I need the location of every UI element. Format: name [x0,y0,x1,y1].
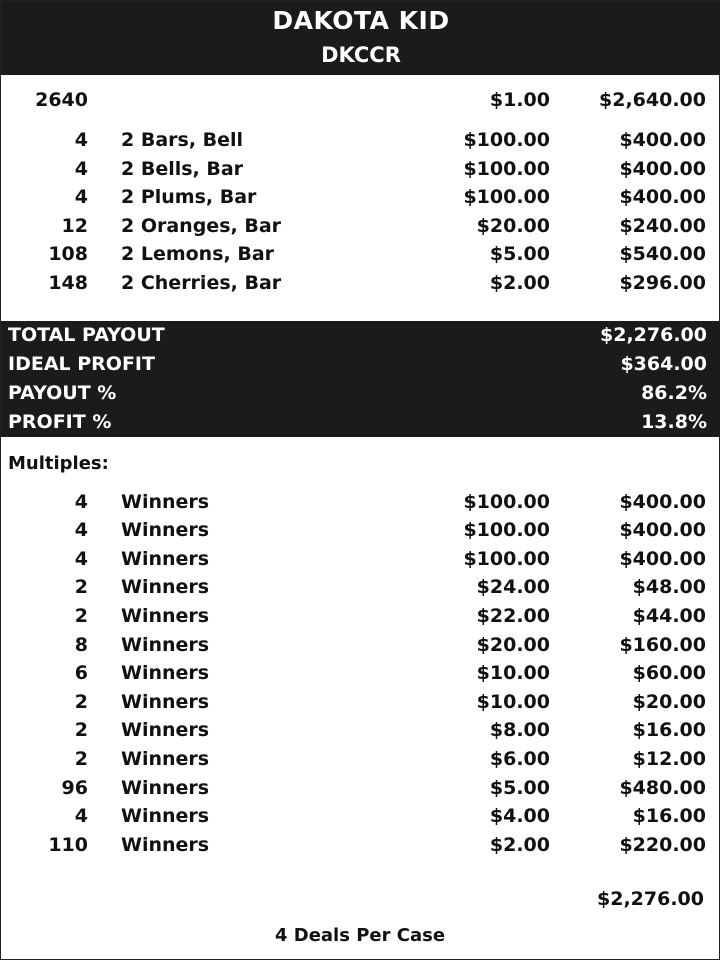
summary-value: $364.00 [620,353,707,375]
row-qty: 2 [74,719,88,741]
row-desc: 2 Plums, Bar [121,186,257,208]
row-price: $100.00 [463,158,550,180]
table-row [1,269,720,297]
row-price: $100.00 [463,519,550,541]
row-price: $2.00 [489,272,550,294]
table-row [1,488,720,516]
row-price: $8.00 [489,719,550,741]
row-desc: Winners [121,719,210,741]
table-row [1,745,720,773]
table-row [1,602,720,630]
row-price: $4.00 [489,805,550,827]
header-banner [1,1,720,75]
row-total: $240.00 [619,215,706,237]
table-row [1,573,720,601]
row-desc: Winners [121,748,210,770]
row-total: $16.00 [632,805,706,827]
row-price: $20.00 [476,215,550,237]
ticket-count-row [1,86,720,114]
summary-payout-percent [1,379,720,408]
row-total: $400.00 [619,158,706,180]
table-row [1,716,720,744]
row-total: $400.00 [619,548,706,570]
row-qty: 2 [74,576,88,598]
row-desc: Winners [121,805,210,827]
row-qty: 148 [48,272,88,294]
row-price: $100.00 [463,548,550,570]
table-row [1,774,720,802]
summary-value: $2,276.00 [600,324,707,346]
row-price: $22.00 [476,605,550,627]
table-row [1,659,720,687]
row-total: $296.00 [619,272,706,294]
summary-label: PROFIT % [8,411,112,433]
row-qty: 2 [74,691,88,713]
row-total: $44.00 [632,605,706,627]
summary-total-payout [1,321,720,350]
game-code: DKCCR [321,43,401,67]
row-qty: 6 [74,662,88,684]
row-qty: 110 [48,834,88,856]
row-desc: 2 Oranges, Bar [121,215,282,237]
row-desc: Winners [121,691,210,713]
row-desc: 2 Bells, Bar [121,158,244,180]
row-total: $48.00 [632,576,706,598]
table-row [1,155,720,183]
row-price: $2.00 [489,834,550,856]
row-desc: Winners [121,777,210,799]
row-qty: 8 [74,634,88,656]
row-desc: 2 Lemons, Bar [121,243,275,265]
row-total: $60.00 [632,662,706,684]
multiples-heading: Multiples: [8,453,109,474]
summary-label: TOTAL PAYOUT [8,324,165,346]
row-total: $20.00 [632,691,706,713]
table-row [1,802,720,830]
row-price: $24.00 [476,576,550,598]
row-total: $540.00 [619,243,706,265]
summary-panel [1,321,720,437]
summary-label: PAYOUT % [8,382,117,404]
table-row [1,631,720,659]
row-price: $100.00 [463,129,550,151]
row-qty: 4 [74,129,88,151]
row-desc: Winners [121,605,210,627]
row-desc: Winners [121,548,210,570]
row-price: $5.00 [489,777,550,799]
summary-profit-percent [1,408,720,437]
row-qty: 4 [74,805,88,827]
summary-value: 13.8% [641,411,707,433]
row-price: $10.00 [476,691,550,713]
table-row [1,126,720,154]
row-desc: 2 Bars, Bell [121,129,244,151]
row-qty: 4 [74,491,88,513]
row-total: $220.00 [619,834,706,856]
deals-per-case: 4 Deals Per Case [274,925,446,946]
row-qty: 4 [74,519,88,541]
row-total: $400.00 [619,129,706,151]
row-desc: Winners [121,491,210,513]
table-row [1,831,720,859]
row-total: $400.00 [619,519,706,541]
table-row [1,516,720,544]
row-desc: Winners [121,519,210,541]
row-qty: 2 [74,748,88,770]
summary-ideal-profit [1,350,720,379]
row-total: $480.00 [619,777,706,799]
summary-value: 86.2% [641,382,707,404]
table-row [1,688,720,716]
row-total: $12.00 [632,748,706,770]
table-row [1,240,720,268]
row-total: $2,640.00 [599,89,706,111]
row-price: $1.00 [489,89,550,111]
grand-total: $2,276.00 [597,888,704,910]
row-price: $100.00 [463,186,550,208]
row-total: $160.00 [619,634,706,656]
row-qty: 2640 [35,89,88,111]
row-total: $400.00 [619,491,706,513]
row-qty: 4 [74,186,88,208]
row-qty: 4 [74,548,88,570]
row-desc: Winners [121,634,210,656]
row-qty: 12 [61,215,88,237]
row-qty: 108 [48,243,88,265]
row-qty: 4 [74,158,88,180]
row-total: $400.00 [619,186,706,208]
row-price: $100.00 [463,491,550,513]
row-price: $10.00 [476,662,550,684]
row-desc: Winners [121,834,210,856]
table-row [1,212,720,240]
table-row [1,545,720,573]
table-row [1,183,720,211]
row-price: $5.00 [489,243,550,265]
row-total: $16.00 [632,719,706,741]
row-desc: Winners [121,662,210,684]
game-title: DAKOTA KID [272,6,450,35]
summary-label: IDEAL PROFIT [8,353,155,375]
row-qty: 2 [74,605,88,627]
row-qty: 96 [61,777,88,799]
row-price: $6.00 [489,748,550,770]
row-desc: Winners [121,576,210,598]
row-price: $20.00 [476,634,550,656]
row-desc: 2 Cherries, Bar [121,272,282,294]
